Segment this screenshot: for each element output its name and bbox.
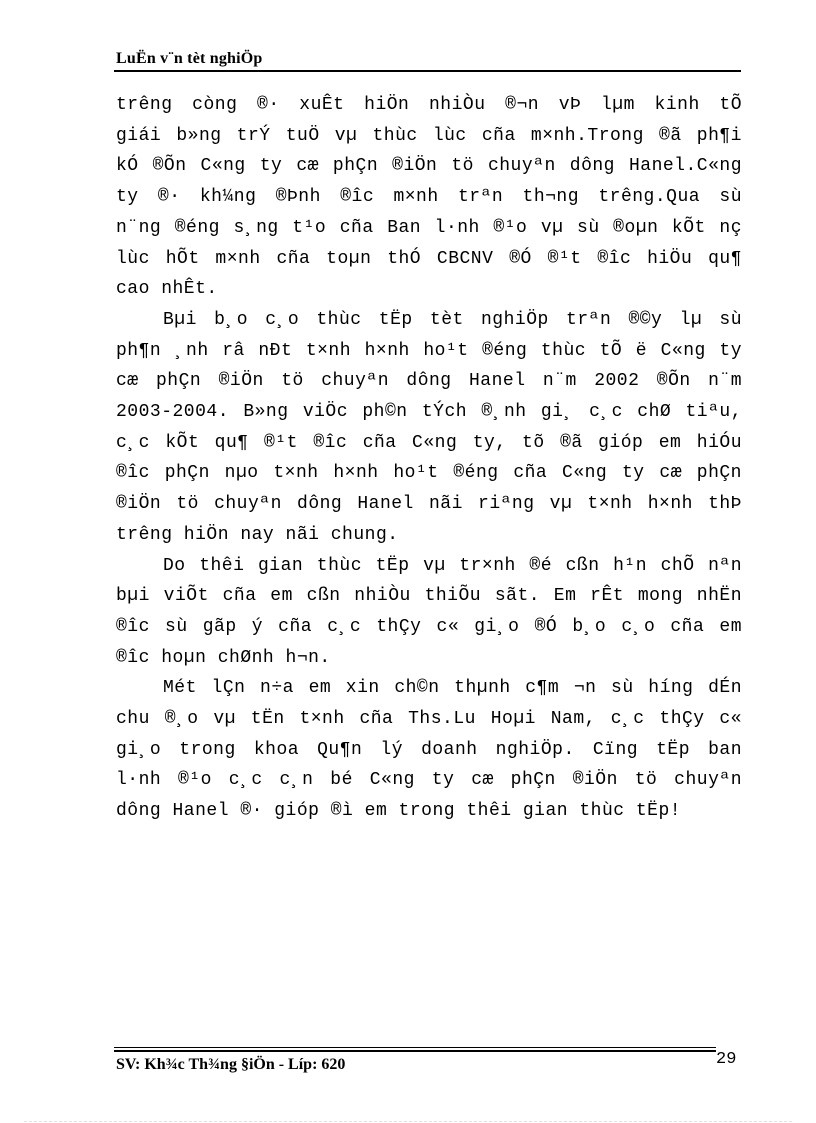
text-line: ®iÖn tö chuyªn dông Hanel nãi riªng vµ t×nh h×nh thÞ (116, 494, 742, 515)
text-line: trêng hiÖn nay nãi chung. (116, 524, 399, 545)
running-header-title: LuËn v¨n tèt nghiÖp (116, 50, 263, 67)
text-line: giái b»ng trÝ tuÖ vµ thùc lùc cña m×nh.Trong ®ã ph¶i (116, 125, 742, 146)
text-line: trêng còng ®· xuÊt hiÖn nhiÒu ®¬n vÞ lµm kinh tÕ (116, 95, 742, 115)
text-line: bµi viÕt cña em cßn nhiÒu thiÕu sãt. Em rÊt mong nhËn (116, 586, 742, 607)
text-line: 2003-2004. B»ng viÖc ph©n tÝch ®¸nh gi¸ c¸c chØ tiªu, (116, 402, 742, 423)
text-line: kÓ ®Õn C«ng ty cæ phÇn ®iÖn tö chuyªn dông Hanel.C«ng (116, 156, 742, 177)
text-line: ®îc sù gãp ý cña c¸c thÇy c« gi¸o ®Ó b¸o c¸o cña em (116, 616, 742, 637)
page-bottom-edge (24, 1121, 792, 1122)
text-line: dông Hanel ®· gióp ®ì em trong thêi gian thùc tËp! (116, 801, 682, 822)
text-line: Bµi b¸o c¸o thùc tËp tèt nghiÖp trªn ®©y lµ sù (163, 309, 742, 330)
text-line: cao nhÊt. (116, 279, 218, 300)
text-line: ty ®· kh¼ng ®Þnh ®îc m×nh trªn th¬ng trêng.Qua sù (116, 187, 742, 208)
page-number: 29 (716, 1050, 737, 1069)
body-text (116, 90, 742, 827)
footer-student-info: SV: Kh¾c Th¾ng §iÖn - Líp: 620 (116, 1056, 346, 1073)
text-line: gi¸o trong khoa Qu¶n lý doanh nghiÖp. Cïng tËp ban (116, 739, 742, 760)
text-line: ph¶n ¸nh râ nÐt t×nh h×nh ho¹t ®éng thùc tÕ ë C«ng ty (116, 340, 742, 361)
text-line: chu ®¸o vµ tËn t×nh cña Ths.Lu Hoµi Nam, c¸c thÇy c« (116, 709, 742, 730)
text-line: n¨ng ®éng s¸ng t¹o cña Ban l·nh ®¹o vµ sù ®oµn kÕt nç (116, 217, 742, 238)
text-line: l·nh ®¹o c¸c c¸n bé C«ng ty cæ phÇn ®iÖn tö chuyªn (116, 770, 742, 791)
text-line: ®îc hoµn chØnh h¬n. (116, 647, 331, 668)
header-divider (114, 70, 741, 72)
text-line: ®îc phÇn nµo t×nh h×nh ho¹t ®éng cña C«ng ty cæ phÇn (116, 463, 742, 484)
footer-divider-bottom (114, 1050, 716, 1052)
text-line: Do thêi gian thùc tËp vµ tr×nh ®é cßn h¹n chÕ nªn (163, 555, 742, 576)
footer-divider-top (114, 1047, 716, 1048)
text-line: lùc hÕt m×nh cña toµn thÓ CBCNV ®Ó ®¹t ®îc hiÖu qu¶ (116, 248, 742, 269)
text-line: Mét lÇn n÷a em xin ch©n thµnh c¶m ¬n sù híng dÉn (163, 678, 742, 699)
text-line: c¸c kÕt qu¶ ®¹t ®îc cña C«ng ty, tõ ®ã gióp em hiÓu (116, 432, 742, 453)
text-line: cæ phÇn ®iÖn tö chuyªn dông Hanel n¨m 2002 ®Õn n¨m (116, 371, 742, 392)
